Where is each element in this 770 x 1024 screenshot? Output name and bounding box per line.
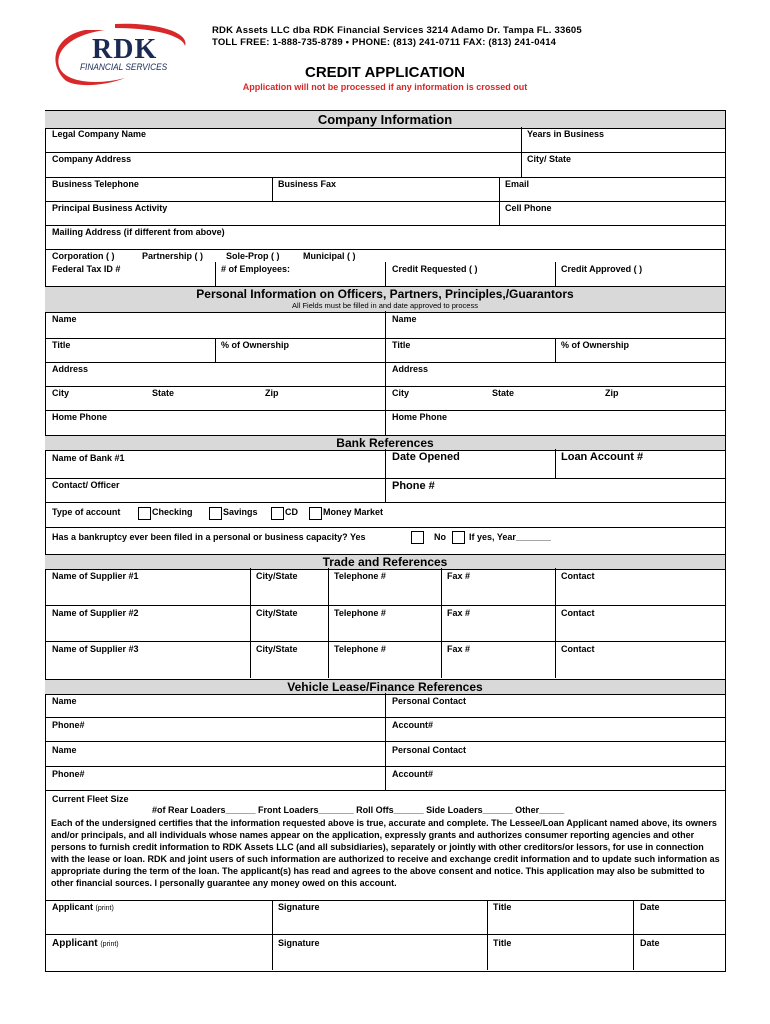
- principal-activity-field[interactable]: Principal Business Activity: [52, 203, 168, 213]
- cell-phone-field[interactable]: Cell Phone: [505, 203, 552, 213]
- corporation-option[interactable]: Corporation ( ): [52, 251, 115, 261]
- vehicle1-phone-field[interactable]: Phone#: [52, 720, 85, 730]
- date-opened-field[interactable]: Date Opened: [392, 451, 460, 463]
- money-market-checkbox[interactable]: [309, 507, 322, 520]
- officer1-title-field[interactable]: Title: [52, 340, 71, 350]
- signature2-field[interactable]: Signature: [278, 938, 320, 948]
- header-address: RDK Assets LLC dba RDK Financial Services 3214 Adamo Dr. Tampa FL. 33605: [212, 25, 582, 36]
- supplier1-contact-field[interactable]: Contact: [561, 571, 595, 581]
- applicant2-label[interactable]: [52, 938, 119, 950]
- officer2-state-field[interactable]: State: [492, 388, 515, 398]
- business-fax-field[interactable]: Business Fax: [278, 179, 337, 189]
- supplier2-tel-field[interactable]: Telephone #: [334, 608, 386, 618]
- cd-label: CD: [285, 507, 298, 517]
- credit-requested-field[interactable]: Credit Requested ( ): [392, 264, 478, 274]
- vehicle1-name-field[interactable]: Name: [52, 696, 77, 706]
- date1-field[interactable]: Date: [640, 902, 660, 912]
- officer2-home-phone-field[interactable]: Home Phone: [392, 412, 448, 422]
- supplier1-fax-field[interactable]: Fax #: [447, 571, 471, 581]
- officer2-address-field[interactable]: Address: [392, 364, 429, 374]
- applicant1-print: (print): [95, 905, 114, 912]
- form-subtitle: Application will not be processed if any information is crossed out: [242, 82, 528, 92]
- bankruptcy-no-checkbox[interactable]: [452, 531, 465, 544]
- officer1-address-field[interactable]: Address: [52, 364, 89, 374]
- officer1-ownership-field[interactable]: % of Ownership: [221, 340, 290, 350]
- checking-checkbox[interactable]: [138, 507, 151, 520]
- applicant1-text: Applicant: [52, 902, 94, 912]
- bankruptcy-yes-checkbox[interactable]: [411, 531, 424, 544]
- applicant2-print: (print): [100, 941, 119, 948]
- legal-company-name-field[interactable]: Legal Company Name: [52, 129, 147, 139]
- municipal-option[interactable]: Municipal ( ): [303, 251, 356, 261]
- soleprop-option[interactable]: Sole-Prop ( ): [226, 251, 280, 261]
- supplier3-city-field[interactable]: City/State: [256, 644, 298, 654]
- account-type-label: Type of account: [52, 507, 121, 517]
- section-vehicle-heading: Vehicle Lease/Finance References: [45, 679, 725, 695]
- fleet-size-items[interactable]: #of Rear Loaders______ Front Loaders_______ Roll Offs______ Side Loaders______ Other_____: [152, 805, 565, 815]
- bank-phone-field[interactable]: Phone #: [392, 480, 435, 492]
- officer2-zip-field[interactable]: Zip: [605, 388, 619, 398]
- personal-heading-text: Personal Information on Officers, Partners, Principles,/Guarantors: [196, 287, 574, 301]
- officer2-ownership-field[interactable]: % of Ownership: [561, 340, 630, 350]
- signature1-field[interactable]: Signature: [278, 902, 320, 912]
- supplier1-name-field[interactable]: Name of Supplier #1: [52, 571, 139, 581]
- vehicle2-account-field[interactable]: Account#: [392, 769, 434, 779]
- personal-note: All Fields must be filled in and date approved to process: [292, 301, 478, 310]
- supplier1-city-field[interactable]: City/State: [256, 571, 298, 581]
- city-state-field[interactable]: City/ State: [527, 154, 572, 164]
- officer1-city-field[interactable]: City: [52, 388, 70, 398]
- vehicle2-phone-field[interactable]: Phone#: [52, 769, 85, 779]
- applicant1-label[interactable]: [52, 902, 114, 914]
- business-telephone-field[interactable]: Business Telephone: [52, 179, 139, 189]
- officer1-home-phone-field[interactable]: Home Phone: [52, 412, 108, 422]
- header-phones: TOLL FREE: 1-888-735-8789 • PHONE: (813) 241-0711 FAX: (813) 241-0414: [212, 37, 557, 48]
- bank-contact-field[interactable]: Contact/ Officer: [52, 480, 120, 490]
- partnership-option[interactable]: Partnership ( ): [142, 251, 204, 261]
- email-field[interactable]: Email: [505, 179, 530, 189]
- officer1-zip-field[interactable]: Zip: [265, 388, 279, 398]
- checking-label: Checking: [152, 507, 193, 517]
- supplier2-contact-field[interactable]: Contact: [561, 608, 595, 618]
- savings-checkbox[interactable]: [209, 507, 222, 520]
- credit-approved-field[interactable]: Credit Approved ( ): [561, 264, 643, 274]
- company-address-field[interactable]: Company Address: [52, 154, 132, 164]
- supplier3-name-field[interactable]: Name of Supplier #3: [52, 644, 139, 654]
- bankruptcy-question: Has a bankruptcy ever been filed in a personal or business capacity? Yes: [52, 532, 366, 542]
- federal-tax-id-field[interactable]: Federal Tax ID #: [52, 264, 121, 274]
- supplier3-tel-field[interactable]: Telephone #: [334, 644, 386, 654]
- section-trade-heading: Trade and References: [45, 554, 725, 570]
- bankruptcy-no-label: No: [434, 532, 446, 542]
- employees-field[interactable]: # of Employees:: [221, 264, 291, 274]
- applicant2-text: Applicant: [52, 938, 98, 949]
- officer2-city-field[interactable]: City: [392, 388, 410, 398]
- form-title: CREDIT APPLICATION: [305, 64, 465, 81]
- bank1-name-field[interactable]: Name of Bank #1: [52, 453, 125, 463]
- logo-text: RDK: [92, 34, 158, 65]
- vehicle1-contact-field[interactable]: Personal Contact: [392, 696, 467, 706]
- supplier2-city-field[interactable]: City/State: [256, 608, 298, 618]
- officer1-state-field[interactable]: State: [152, 388, 175, 398]
- title1-field[interactable]: Title: [493, 902, 512, 912]
- consent-paragraph: Each of the undersigned certifies that the information requested above is true, accurate and complete. The Lessee/Loan Applicant named above, its owners and/or principals, and all individuals whose names appear on the application, expressly grants and authorizes consumer reporting agencies and other persons to furnish credit information to RDK Assets LLC (and all subsidiaries), separately or jointly with other creditors/or lessors, for use in connection with the lease or loan. RDK and joint users of such information are authorized to receive and exchange credit information and to update such information as appropriate during the term of the loan. The applicant(s) has read and agrees to the above consent and notice. This application may also be submitted to other financial sources. I personally guarantee any money owed on this account.: [51, 818, 720, 888]
- savings-label: Savings: [223, 507, 258, 517]
- supplier3-fax-field[interactable]: Fax #: [447, 644, 471, 654]
- fleet-size-label: Current Fleet Size: [52, 794, 129, 804]
- supplier1-tel-field[interactable]: Telephone #: [334, 571, 386, 581]
- vehicle2-name-field[interactable]: Name: [52, 745, 77, 755]
- cd-checkbox[interactable]: [271, 507, 284, 520]
- officer1-name-field[interactable]: Name: [52, 314, 77, 324]
- section-personal-heading: [45, 286, 725, 313]
- section-company-heading: Company Information: [45, 110, 725, 129]
- money-market-label: Money Market: [323, 507, 384, 517]
- section-bank-heading: Bank References: [45, 435, 725, 451]
- date2-field[interactable]: Date: [640, 938, 660, 948]
- mailing-address-field[interactable]: Mailing Address (if different from above): [52, 227, 225, 237]
- loan-account-field[interactable]: Loan Account #: [561, 451, 644, 463]
- years-in-business-field[interactable]: Years in Business: [527, 129, 605, 139]
- vehicle2-contact-field[interactable]: Personal Contact: [392, 745, 467, 755]
- supplier2-fax-field[interactable]: Fax #: [447, 608, 471, 618]
- vehicle1-account-field[interactable]: Account#: [392, 720, 434, 730]
- officer2-title-field[interactable]: Title: [392, 340, 411, 350]
- supplier3-contact-field[interactable]: Contact: [561, 644, 595, 654]
- bankruptcy-year-field[interactable]: If yes, Year_______: [469, 532, 551, 542]
- title2-field[interactable]: Title: [493, 938, 512, 948]
- officer2-name-field[interactable]: Name: [392, 314, 417, 324]
- supplier2-name-field[interactable]: Name of Supplier #2: [52, 608, 139, 618]
- logo-subtext: FINANCIAL SERVICES: [80, 62, 168, 72]
